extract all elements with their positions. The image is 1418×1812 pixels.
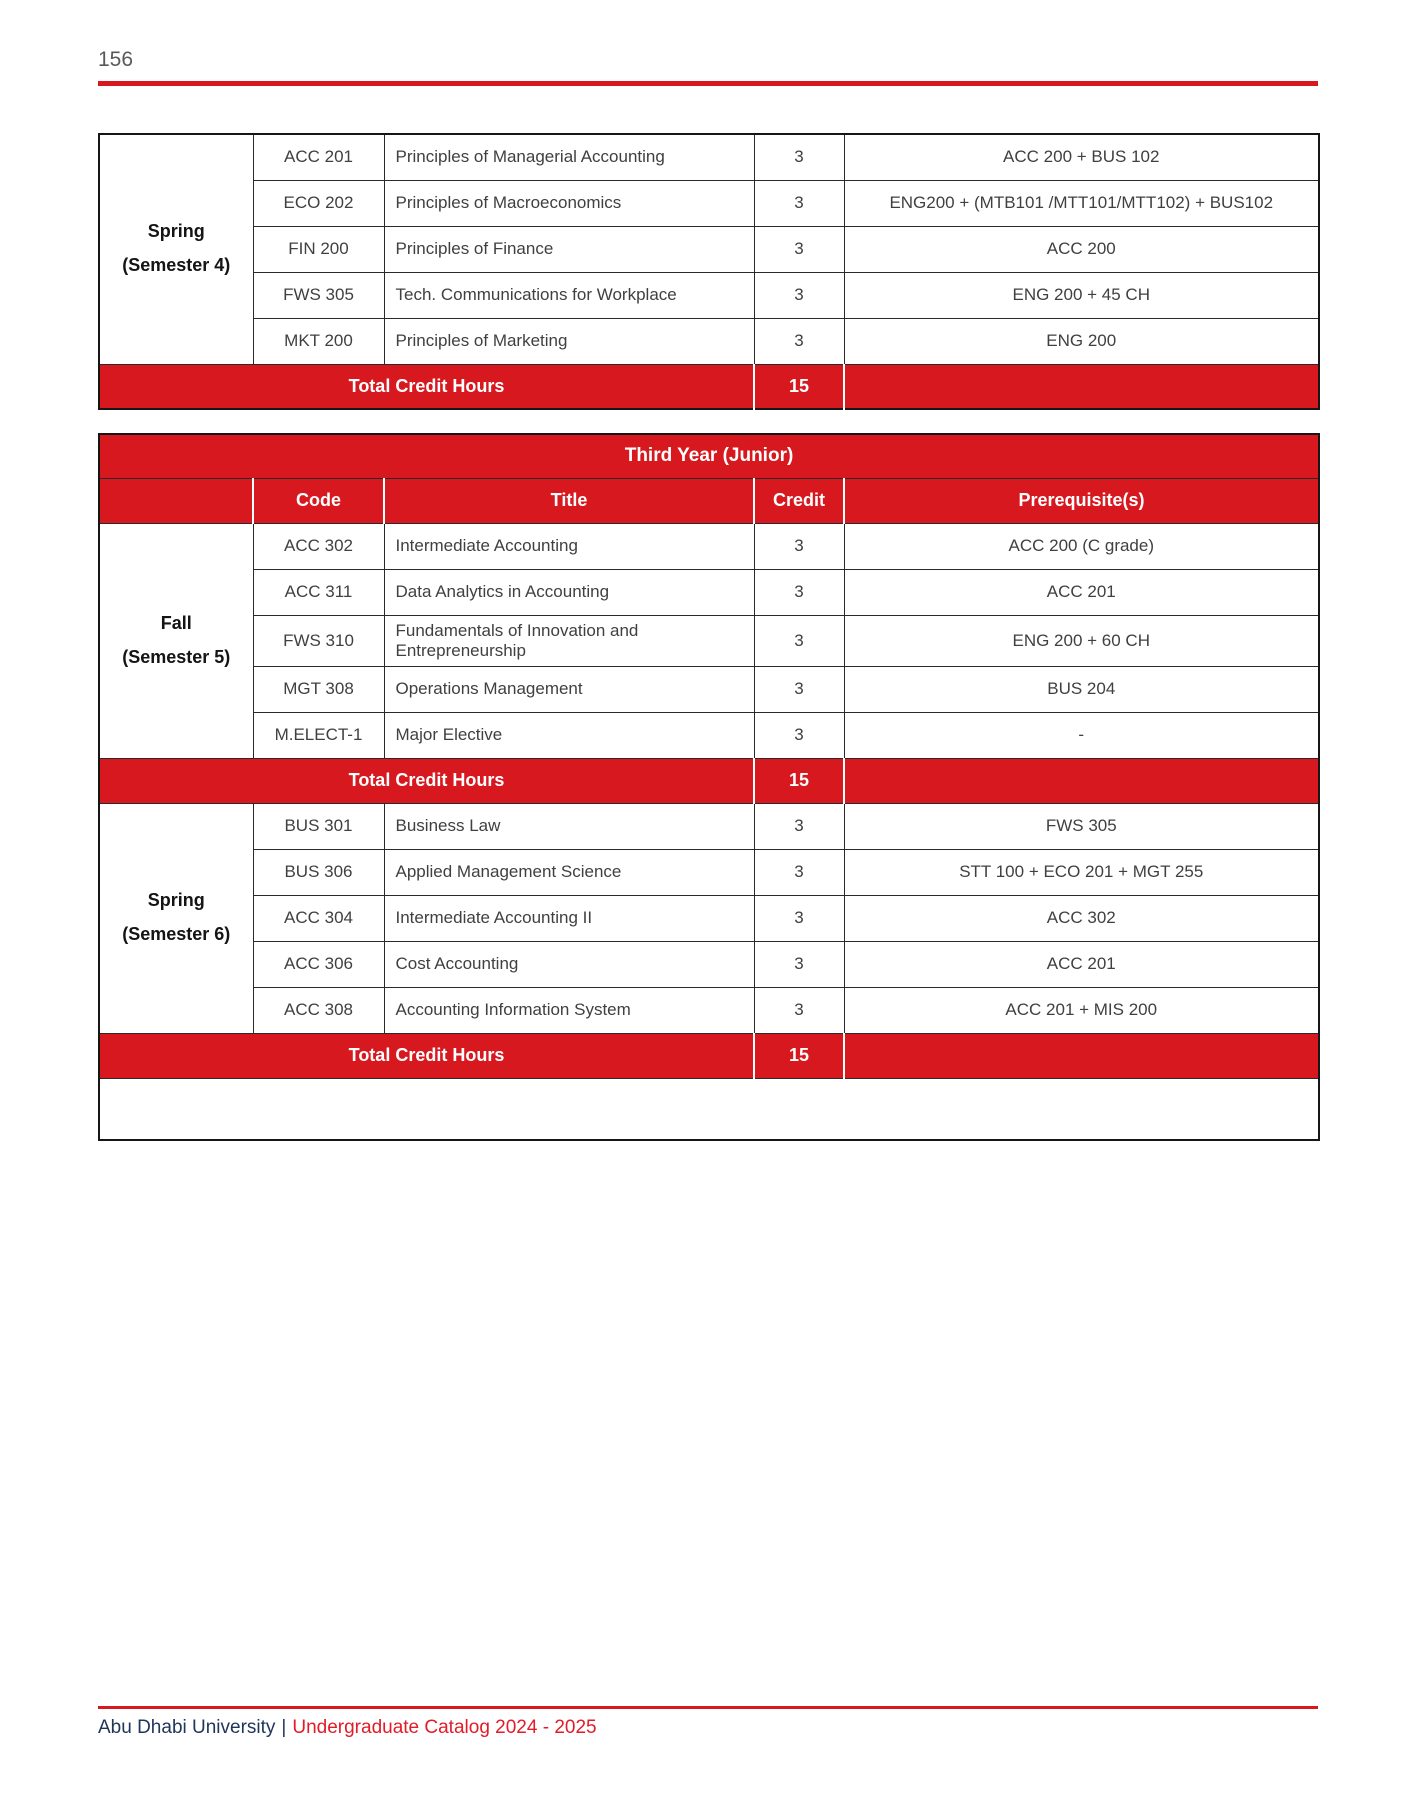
- course-title-cell: Principles of Finance: [384, 226, 754, 272]
- prereq-cell: ENG 200 + 60 CH: [844, 615, 1319, 666]
- credit-cell: 3: [754, 849, 844, 895]
- table-row: [99, 226, 1319, 272]
- credit-cell: 3: [754, 134, 844, 180]
- page-footer: [98, 1706, 1318, 1739]
- course-title-cell: Accounting Information System: [384, 987, 754, 1033]
- header-rule: [98, 81, 1318, 86]
- prereq-cell: BUS 204: [844, 666, 1319, 712]
- table-row: [99, 895, 1319, 941]
- table-row: [99, 523, 1319, 569]
- course-code-cell: ACC 304: [253, 895, 384, 941]
- credit-cell: 3: [754, 803, 844, 849]
- credit-cell: 3: [754, 615, 844, 666]
- semester-label: [99, 134, 253, 364]
- prereq-cell: ACC 200: [844, 226, 1319, 272]
- prereq-cell: ACC 201 + MIS 200: [844, 987, 1319, 1033]
- prereq-cell: FWS 305: [844, 803, 1319, 849]
- table-row: [99, 849, 1319, 895]
- footer-text: [98, 1717, 1318, 1739]
- credit-cell: 3: [754, 666, 844, 712]
- table-row: [99, 318, 1319, 364]
- semester-number: (Semester 5): [122, 646, 231, 667]
- course-code-cell: BUS 301: [253, 803, 384, 849]
- prereq-cell: ENG 200 + 45 CH: [844, 272, 1319, 318]
- column-header-prereq: Prerequisite(s): [844, 478, 1319, 523]
- footer-rule: [98, 1706, 1318, 1709]
- course-title-cell: Principles of Marketing: [384, 318, 754, 364]
- prereq-cell: ENG 200: [844, 318, 1319, 364]
- table-row: [99, 666, 1319, 712]
- semester-number: (Semester 4): [122, 255, 231, 276]
- semester-label: [99, 523, 253, 758]
- semester-name: Spring: [147, 221, 205, 242]
- table-row: [99, 180, 1319, 226]
- credit-cell: 3: [754, 318, 844, 364]
- course-code-cell: ACC 306: [253, 941, 384, 987]
- total-value: 15: [754, 364, 844, 409]
- column-header-row: [99, 478, 1319, 523]
- credit-cell: 3: [754, 180, 844, 226]
- table-row: [99, 941, 1319, 987]
- table-row: [99, 615, 1319, 666]
- total-credit-hours-row: [99, 364, 1319, 409]
- credit-cell: 3: [754, 712, 844, 758]
- prereq-cell: ACC 200 + BUS 102: [844, 134, 1319, 180]
- total-prereq-filler: [844, 364, 1319, 409]
- table-row: [99, 803, 1319, 849]
- total-label: Total Credit Hours: [99, 1033, 754, 1078]
- course-title-cell: Cost Accounting: [384, 941, 754, 987]
- total-prereq-filler: [844, 758, 1319, 803]
- credit-cell: 3: [754, 941, 844, 987]
- semester4-table: [98, 133, 1320, 410]
- junior-year-table: [98, 433, 1320, 1141]
- prereq-cell: -: [844, 712, 1319, 758]
- prereq-cell: STT 100 + ECO 201 + MGT 255: [844, 849, 1319, 895]
- footer-catalog-title: Undergraduate Catalog 2024 - 2025: [292, 1717, 597, 1738]
- total-label: Total Credit Hours: [99, 364, 754, 409]
- prereq-cell: ENG200 + (MTB101 /MTT101/MTT102) + BUS102: [844, 180, 1319, 226]
- table-row: [99, 712, 1319, 758]
- course-title-cell: Major Elective: [384, 712, 754, 758]
- credit-cell: 3: [754, 226, 844, 272]
- semester-number: (Semester 6): [122, 924, 231, 944]
- course-title-cell: Intermediate Accounting II: [384, 895, 754, 941]
- year-title-row: [99, 434, 1319, 478]
- total-credit-hours-row: [99, 1033, 1319, 1078]
- total-credit-hours-row: [99, 758, 1319, 803]
- table-row: [99, 987, 1319, 1033]
- course-code-cell: FWS 310: [253, 615, 384, 666]
- table-row: [99, 134, 1319, 180]
- year-title: Third Year (Junior): [99, 434, 1319, 478]
- prereq-cell: ACC 201: [844, 941, 1319, 987]
- total-prereq-filler: [844, 1033, 1319, 1078]
- page-content: [98, 0, 1318, 1141]
- credit-cell: 3: [754, 987, 844, 1033]
- prereq-cell: ACC 201: [844, 569, 1319, 615]
- course-code-cell: ACC 201: [253, 134, 384, 180]
- course-title-cell: Applied Management Science: [384, 849, 754, 895]
- credit-cell: 3: [754, 569, 844, 615]
- total-value: 15: [754, 1033, 844, 1078]
- course-title-cell: Tech. Communications for Workplace: [384, 272, 754, 318]
- semester-label: [99, 803, 253, 1033]
- column-header-blank: [99, 478, 253, 523]
- course-code-cell: ACC 311: [253, 569, 384, 615]
- course-title-cell: Principles of Macroeconomics: [384, 180, 754, 226]
- table-row: [99, 569, 1319, 615]
- table-row: [99, 272, 1319, 318]
- course-code-cell: FWS 305: [253, 272, 384, 318]
- course-code-cell: FIN 200: [253, 226, 384, 272]
- footer-university: Abu Dhabi University: [98, 1717, 276, 1738]
- course-code-cell: M.ELECT-1: [253, 712, 384, 758]
- course-code-cell: ACC 302: [253, 523, 384, 569]
- course-code-cell: ECO 202: [253, 180, 384, 226]
- semester-name: Spring: [147, 890, 205, 911]
- course-code-cell: MGT 308: [253, 666, 384, 712]
- total-label: Total Credit Hours: [99, 758, 754, 803]
- course-title-cell: Fundamentals of Innovation and Entrepreneurship: [384, 615, 754, 666]
- prereq-cell: ACC 302: [844, 895, 1319, 941]
- footer-separator: |: [281, 1717, 287, 1738]
- column-header-credit: Credit: [754, 478, 844, 523]
- credit-cell: 3: [754, 272, 844, 318]
- course-code-cell: ACC 308: [253, 987, 384, 1033]
- total-value: 15: [754, 758, 844, 803]
- credit-cell: 3: [754, 523, 844, 569]
- course-title-cell: Intermediate Accounting: [384, 523, 754, 569]
- course-code-cell: BUS 306: [253, 849, 384, 895]
- column-header-code: Code: [253, 478, 384, 523]
- empty-spacer-row: [99, 1078, 1319, 1140]
- empty-cell: [99, 1078, 1319, 1140]
- course-title-cell: Data Analytics in Accounting: [384, 569, 754, 615]
- credit-cell: 3: [754, 895, 844, 941]
- course-title-cell: Operations Management: [384, 666, 754, 712]
- semester-name: Fall: [160, 612, 192, 633]
- course-title-cell: Principles of Managerial Accounting: [384, 134, 754, 180]
- prereq-cell: ACC 200 (C grade): [844, 523, 1319, 569]
- course-title-cell: Business Law: [384, 803, 754, 849]
- column-header-title: Title: [384, 478, 754, 523]
- course-code-cell: MKT 200: [253, 318, 384, 364]
- page-number: 156: [98, 48, 134, 71]
